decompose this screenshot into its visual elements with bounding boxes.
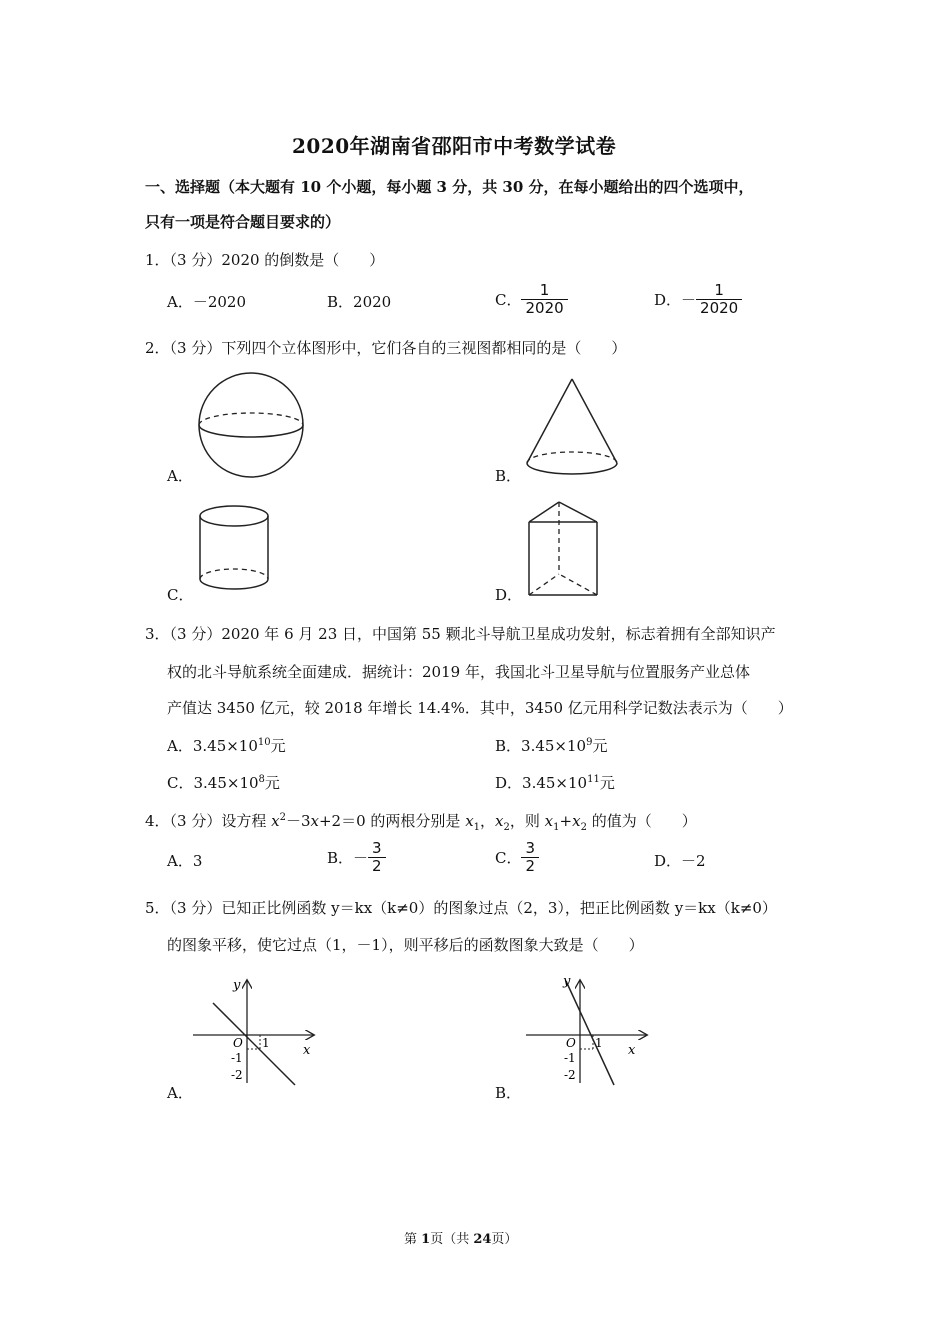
graph-a-line xyxy=(213,1003,295,1085)
footer-text-1: 第 xyxy=(404,1232,422,1247)
q4-var-x: x xyxy=(271,812,280,830)
q3-c-exponent: 8 xyxy=(258,774,265,785)
q1-d-denominator: 2020 xyxy=(696,299,742,317)
prism-figure xyxy=(527,500,599,598)
q1-option-a: A．－2020 xyxy=(167,293,247,311)
q2-option-b: B． xyxy=(495,467,522,485)
page-footer xyxy=(404,1228,517,1247)
q5-line2: 的图象平移，使它过点（1，－1），则平移后的函数图象大致是（ ） xyxy=(167,936,644,954)
q3-line2: 权的北斗导航系统全面建成．据统计：2019 年，我国北斗卫星导航与位置服务产业总体 xyxy=(167,663,750,681)
q1-option-c-fraction xyxy=(521,282,567,317)
graph-b-label-origin: O xyxy=(566,1036,576,1050)
q4-var-x1-sum: x xyxy=(544,812,554,830)
q4-var-x-2: x xyxy=(310,812,319,830)
q4-var-x1: x xyxy=(465,812,474,830)
q4-comma: ， xyxy=(480,812,496,830)
q4-option-d: D．－2 xyxy=(654,852,706,870)
sphere-figure xyxy=(195,372,307,480)
q4-option-b-label: B．－ xyxy=(327,849,369,867)
q4-var-x2-sum: x xyxy=(572,812,581,830)
q4-option-c-label: C． xyxy=(495,849,522,867)
prism-hidden-bottom-right xyxy=(559,574,597,595)
footer-total-pages: 24 xyxy=(473,1232,492,1247)
sphere-equator-back xyxy=(199,413,303,425)
q2-stem: 2．（3 分）下列四个立体图形中，它们各自的三视图都相同的是（ ） xyxy=(145,339,627,357)
q4-option-c xyxy=(495,840,539,875)
q5-option-b: B． xyxy=(495,1084,522,1102)
q4-text-2: －3 xyxy=(285,812,311,830)
q4-sub1-sum: 1 xyxy=(553,822,560,833)
footer-text-3: 页） xyxy=(491,1232,518,1247)
graph-a-label-m1: -1 xyxy=(231,1051,243,1065)
page-title: 2020年湖南省邵阳市中考数学试卷 xyxy=(292,134,617,158)
q4-text-4: ，则 xyxy=(509,812,545,830)
q4-c-denominator: 2 xyxy=(521,857,539,875)
graph-b-label-1: 1 xyxy=(595,1036,603,1050)
prism-hidden-bottom-left xyxy=(529,574,559,595)
q1-option-d xyxy=(654,282,742,317)
q2-option-c: C． xyxy=(167,586,194,604)
q3-option-d xyxy=(495,772,615,793)
q1-option-d-label: D．－ xyxy=(654,291,697,309)
cone-right-edge xyxy=(572,379,617,463)
prism-top-right xyxy=(559,502,597,522)
q1-option-c-label: C． xyxy=(495,291,522,309)
cone-base-back xyxy=(527,452,617,463)
graph-a-label-origin: O xyxy=(233,1036,243,1050)
q3-a-exponent: 10 xyxy=(257,737,271,748)
graph-b xyxy=(518,975,653,1087)
q3-d-exponent: 11 xyxy=(587,774,600,785)
graph-a-label-1: 1 xyxy=(262,1036,270,1050)
q4-option-b-fraction xyxy=(368,840,386,875)
q4-text-5: 的值为（ ） xyxy=(586,812,697,830)
cylinder-bottom-front xyxy=(200,579,268,589)
graph-b-label-m2: -2 xyxy=(564,1068,576,1082)
q4-text-3: +2＝0 的两根分别是 xyxy=(318,812,466,830)
section-heading-line2: 只有一项是符合题目要求的） xyxy=(145,213,341,231)
footer-text-2: 页（共 xyxy=(430,1232,474,1247)
q2-option-a: A． xyxy=(167,467,193,485)
q3-option-b xyxy=(495,735,607,756)
q4-text-1: 4．（3 分）设方程 xyxy=(145,812,272,830)
graph-a-label-y: y xyxy=(233,978,241,993)
q1-option-c xyxy=(495,282,568,317)
cone-left-edge xyxy=(527,379,572,463)
cylinder-bottom-back xyxy=(200,569,268,579)
q4-option-c-fraction xyxy=(521,840,539,875)
q1-c-denominator: 2020 xyxy=(521,299,567,317)
q3-b-unit: 元 xyxy=(592,737,608,755)
q4-plus: + xyxy=(559,812,573,830)
q3-option-a xyxy=(167,735,286,756)
q1-c-numerator: 1 xyxy=(539,281,550,299)
q3-c-unit: 元 xyxy=(264,774,280,792)
footer-page-number: 1 xyxy=(421,1232,431,1247)
graph-a-label-m2: -2 xyxy=(231,1068,243,1082)
q4-sub1: 1 xyxy=(473,822,481,833)
q4-option-a: A．3 xyxy=(167,852,203,870)
q5-option-a: A． xyxy=(167,1084,193,1102)
graph-b-label-x: x xyxy=(628,1043,636,1058)
graph-b-label-m1: -1 xyxy=(564,1051,576,1065)
sphere-equator-front xyxy=(199,425,303,437)
q1-option-d-fraction xyxy=(696,282,742,317)
cone-figure xyxy=(525,377,619,477)
q3-a-unit: 元 xyxy=(270,737,286,755)
graph-a-label-x: x xyxy=(303,1043,311,1058)
graph-b-label-y: y xyxy=(563,974,571,989)
q4-var-x2: x xyxy=(495,812,504,830)
sphere-outline xyxy=(199,373,303,477)
q1-d-numerator: 1 xyxy=(714,281,724,299)
cone-base-front xyxy=(527,463,617,474)
graph-a xyxy=(185,975,320,1087)
q4-exp: 2 xyxy=(279,812,286,823)
q4-c-numerator: 3 xyxy=(525,839,536,857)
cylinder-top xyxy=(200,506,268,526)
q1-option-b: B．2020 xyxy=(327,293,392,311)
q4-stem xyxy=(145,810,697,831)
q5-line1: 5．（3 分）已知正比例函数 y＝kx（k≠0）的图象过点（2，3），把正比例函数 y＝kx（k≠0） xyxy=(145,899,777,917)
q4-sub2-sum: 2 xyxy=(580,822,587,833)
prism-top-left xyxy=(529,502,559,522)
q2-option-d: D． xyxy=(495,586,523,604)
cylinder-figure xyxy=(197,503,271,595)
q3-line3: 产值达 3450 亿元，较 2018 年增长 14.4%．其中，3450 亿元用科学记数法表示为（ ） xyxy=(167,699,793,717)
q3-b-base: B．3.45×10 xyxy=(495,737,587,755)
q3-b-exponent: 9 xyxy=(586,737,593,748)
q4-option-b xyxy=(327,840,386,875)
q4-b-numerator: 3 xyxy=(372,839,382,857)
q3-d-unit: 元 xyxy=(599,774,615,792)
q4-b-denominator: 2 xyxy=(368,857,386,875)
q3-a-base: A．3.45×10 xyxy=(167,737,258,755)
section-heading-line1: 一、选择题（本大题有 10 个小题，每小题 3 分，共 30 分，在每小题给出的四个选项中， xyxy=(145,178,754,196)
q3-option-c xyxy=(167,772,280,793)
q1-stem: 1．（3 分）2020 的倒数是（ ） xyxy=(145,251,385,269)
q3-c-base: C．3.45×10 xyxy=(167,774,259,792)
q3-d-base: D．3.45×10 xyxy=(495,774,588,792)
q4-sub2: 2 xyxy=(503,822,510,833)
q3-line1: 3．（3 分）2020 年 6 月 23 日，中国第 55 颗北斗导航卫星成功发射，标志着拥有全部知识产 xyxy=(145,625,776,643)
